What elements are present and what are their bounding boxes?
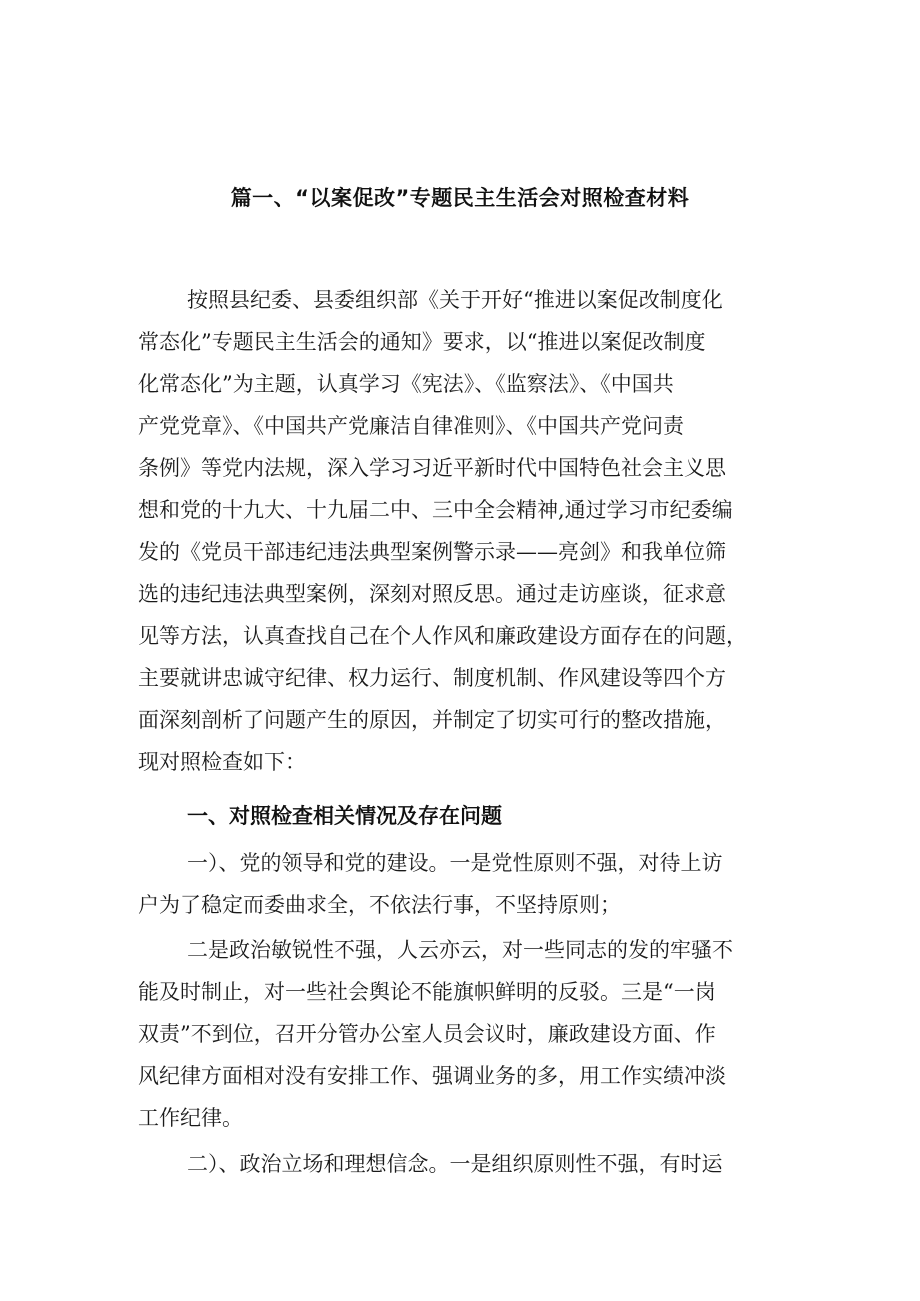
item-1b-line: 双责”不到位，召开分管办公室人员会议时，廉政建设方面、作: [138, 1022, 716, 1046]
intro-line: 发的《党员干部违纪违法典型案例警示录——亮剑》和我单位筛: [138, 540, 726, 564]
intro-line: 见等方法，认真查找自己在个人作风和廉政建设方面存在的问题，: [138, 624, 747, 648]
intro-line: 面深刻剖析了问题产生的原因，并制定了切实可行的整改措施，: [138, 708, 726, 732]
intro-line: 想和党的十九大、十九届二中、三中全会精神,通过学习市纪委编: [138, 498, 733, 522]
item-1b-line: 工作纪律。: [138, 1106, 243, 1130]
intro-line: 现对照检查如下：: [138, 750, 306, 774]
intro-line: 选的违纪违法典型案例，深刻对照反思。通过走访座谈，征求意: [138, 582, 726, 606]
intro-line: 按照县纪委、县委组织部《关于开好“推进以案促改制度化: [187, 288, 723, 312]
document-title: 篇一、“以案促改”专题民主生活会对照检查材料: [230, 186, 690, 210]
item-1b-line: 二是政治敏锐性不强，人云亦云，对一些同志的发的牢骚不: [187, 938, 733, 962]
section-heading: 一、对照检查相关情况及存在问题: [187, 804, 502, 828]
intro-line: 化常态化”为主题，认真学习《宪法》、《监察法》、《中国共: [138, 372, 674, 396]
intro-line: 产党党章》、《中国共产党廉洁自律准则》、《中国共产党问责: [138, 414, 684, 438]
intro-line: 主要就讲忠诚守纪律、权力运行、制度机制、作风建设等四个方: [138, 666, 726, 690]
item-2-line: 二）、政治立场和理想信念。一是组织原则性不强，有时运: [187, 1152, 723, 1176]
item-1b-line: 风纪律方面相对没有安排工作、强调业务的多，用工作实绩冲淡: [138, 1064, 726, 1088]
item-1-line: 户为了稳定而委曲求全，不依法行事，不坚持原则；: [138, 893, 621, 917]
intro-line: 条例》等党内法规，深入学习习近平新时代中国特色社会主义思: [138, 456, 726, 480]
item-1-line: 一）、党的领导和党的建设。一是党性原则不强，对待上访: [187, 851, 723, 875]
intro-line: 常态化”专题民主生活会的通知》要求，以“推进以案促改制度: [138, 330, 706, 354]
item-1b-line: 能及时制止，对一些社会舆论不能旗帜鲜明的反驳。三是“一岗: [138, 980, 716, 1004]
